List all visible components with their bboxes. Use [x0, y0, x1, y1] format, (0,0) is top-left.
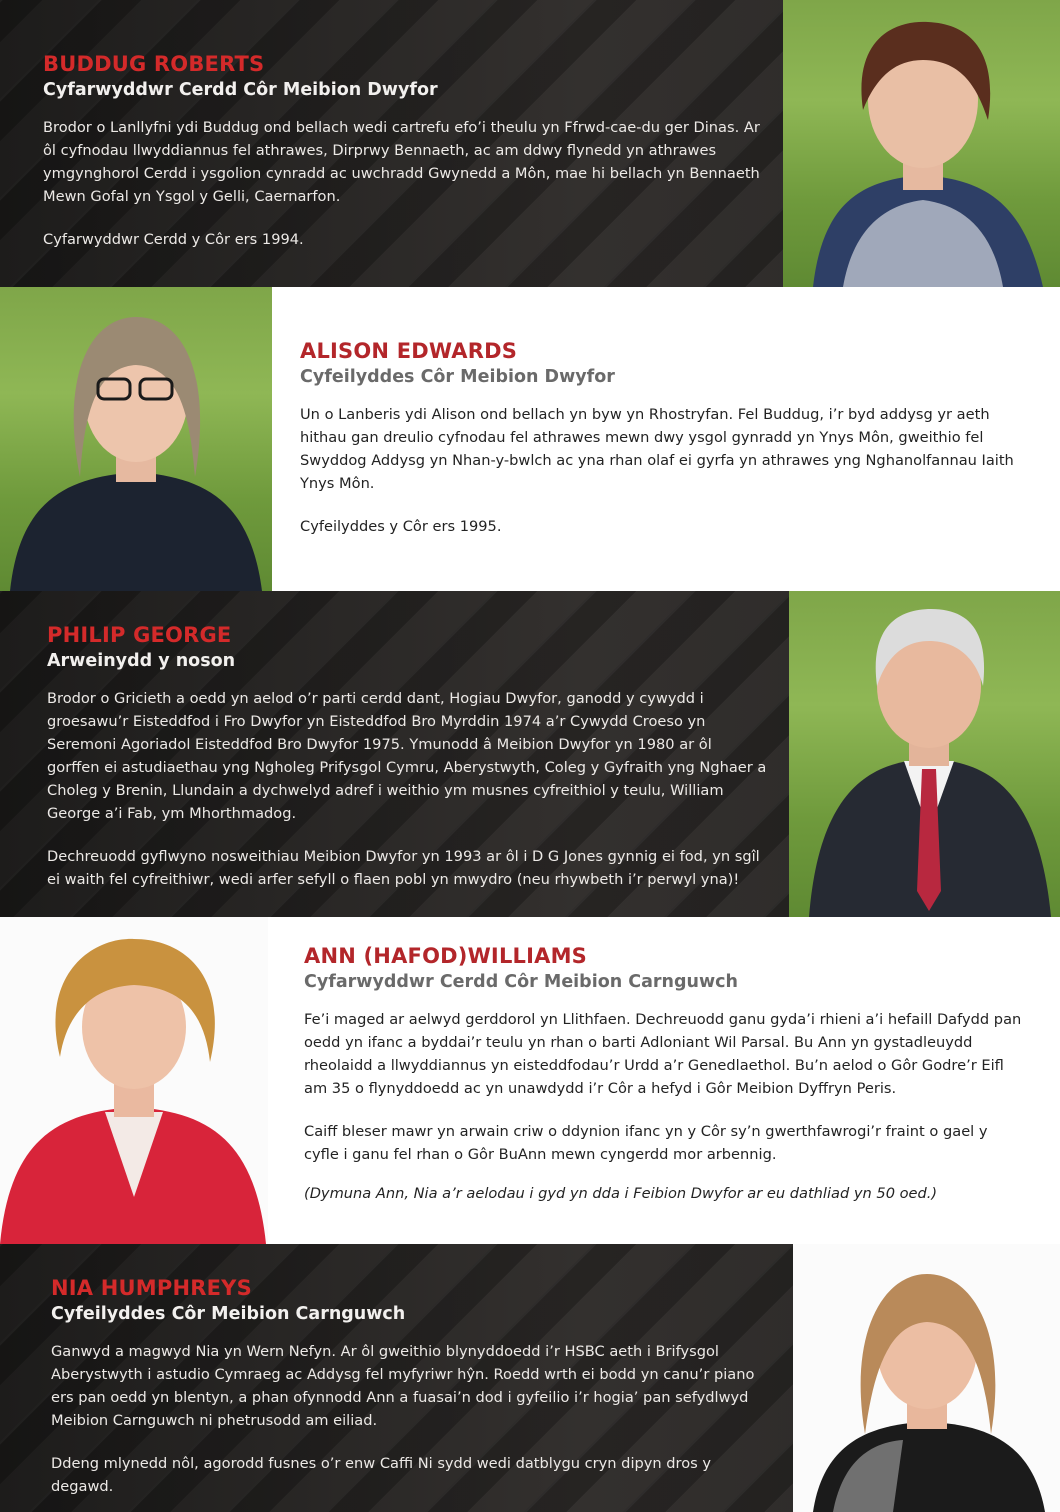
profile-bio: Ganwyd a magwyd Nia yn Wern Nefyn. Ar ôl gweithio blynyddoedd i’r HSBC aeth i Brifysgol Aberystwyth i astudio Cymraeg ac Addysg fel myfyriwr hŷn. Roedd wrth ei bodd yn canu’r piano ers pan oedd yn blentyn, a phan ofynnodd Ann a fuasai’n dod i gyfeilio i’r hogia’ pan sefydlwyd Meibion Carnguwch ni phetrusodd am eiliad.	[51, 1343, 755, 1429]
woman-portrait-icon	[793, 1244, 1060, 1512]
profile-text	[51, 1276, 771, 1498]
woman-portrait-icon	[0, 287, 272, 591]
profile-name: ANN (HAFOD)WILLIAMS	[304, 944, 587, 968]
profile-bio: Un o Lanberis ydi Alison ond bellach yn byw yn Rhostryfan. Fel Buddug, i’r byd addysg yr aeth hithau gan dreulio cyfnodau fel athrawes mewn dwy ysgol gynradd yn Ynys Môn, gweithio fel Swyddog Addysg yn Nhan-y-bwlch ac yna rhan olaf ei gyrfa yn athrawes yng Nghanolfannau Iaith Ynys Môn.	[300, 406, 1014, 492]
profile-note: Caiff bleser mawr yn arwain criw o ddynion ifanc yn y Côr sy’n gwerthfawrogi’r fraint o gael y cyfle i ganu fel rhan o Gôr BuAnn mewn cyngerdd mor arbennig.	[304, 1123, 988, 1163]
profile-text	[300, 339, 1030, 538]
profile-note: Dechreuodd gyflwyno nosweithiau Meibion Dwyfor yn 1993 ar ôl i D G Jones gynnig ei fod, yn sgîl ei waith fel cyfreithiwr, wedi arfer sefyll o flaen pobl yn mwydro (neu rhywbeth i’r perwyl yna)!	[47, 848, 760, 888]
profile-role: Cyfarwyddwr Cerdd Côr Meibion Carnguwch	[304, 972, 739, 992]
profile-alison-edwards	[0, 287, 1060, 591]
profile-bio: Brodor o Gricieth a oedd yn aelod o’r parti cerdd dant, Hogiau Dwyfor, ganodd y cywydd i groesawu’r Eisteddfod i Fro Dwyfor yn Eisteddfod Bro Myrddin 1974 a’r Cywydd Croeso yn Seremoni Agoriadol Eisteddfod Bro Dwyfor 1975. Ymunodd â Meibion Dwyfor yn 1980 ar ôl gorffen ei astudiaethau yng Ngholeg Prifysgol Cymru, Aberystwyth, Coleg y Gyfraith yng Nghaer a Choleg y Brenin, Llundain a dychwelyd adref i weithio ym musnes cyfreithiol y teulu, William George a’i Fab, ym Mhorthmadog.	[47, 690, 767, 822]
profile-buddug-roberts	[0, 0, 1060, 287]
profile-since: Cyfeilyddes y Côr ers 1995.	[300, 518, 502, 535]
profile-since: Cyfarwyddwr Cerdd y Côr ers 1994.	[43, 231, 304, 248]
profile-role: Cyfeilyddes Côr Meibion Carnguwch	[51, 1304, 406, 1324]
profile-wish: (Dymuna Ann, Nia a’r aelodau i gyd yn dda i Feibion Dwyfor ar eu dathliad yn 50 oed.)	[304, 1185, 938, 1202]
profile-bio: Fe’i maged ar aelwyd gerddorol yn Llithfaen. Dechreuodd ganu gyda’i rhieni a’i hefaill Dafydd pan oedd yn ifanc a byddai’r teulu yn rhan o barti Adloniant Wil Parsal. Bu Ann yn gystadleuydd rheolaidd a llwyddiannus yn eisteddfodau’r Urdd a’r Genedlaethol. Bu’n aelod o Gôr Godre’r Eifl am 35 o flynyddoedd ac yn unawdydd i’r Côr a hefyd i Gôr Meibion Dyffryn Peris.	[304, 1011, 1022, 1097]
portrait-photo	[783, 0, 1060, 287]
profile-note: Ddeng mlynedd nôl, agorodd fusnes o’r enw Caffi Ni sydd wedi datblygu cryn dipyn dros y degawd.	[51, 1455, 712, 1495]
profile-philip-george	[0, 591, 1060, 917]
profile-name: PHILIP GEORGE	[47, 623, 232, 647]
profile-role: Cyfarwyddwr Cerdd Côr Meibion Dwyfor	[43, 80, 438, 100]
profile-name: NIA HUMPHREYS	[51, 1276, 252, 1300]
portrait-photo	[0, 287, 272, 591]
portrait-photo	[789, 591, 1060, 917]
profile-nia-humphreys	[0, 1244, 1060, 1512]
woman-portrait-icon	[0, 917, 268, 1244]
profile-name: BUDDUG ROBERTS	[43, 52, 265, 76]
portrait-photo	[793, 1244, 1060, 1512]
profile-text	[304, 944, 1024, 1205]
profile-bio: Brodor o Lanllyfni ydi Buddug ond bellach wedi cartrefu efo’i theulu yn Ffrwd-cae-du ger Dinas. Ar ôl cyfnodau llwyddiannus fel athrawes, Dirprwy Bennaeth, ac am ddwy flynedd yn athrawes ymgynghorol Cerdd i ysgolion cynradd ac uwchradd Gwynedd a Môn, mae hi bellach yn Bennaeth Mewn Gofal yn Ysgol y Gelli, Caernarfon.	[43, 119, 760, 205]
profile-role: Arweinydd y noson	[47, 651, 236, 671]
woman-portrait-icon	[783, 0, 1060, 287]
portrait-photo	[0, 917, 268, 1244]
profile-name: ALISON EDWARDS	[300, 339, 518, 363]
profile-text	[43, 52, 768, 251]
profile-ann-williams	[0, 917, 1060, 1244]
profile-text	[47, 623, 767, 891]
profile-role: Cyfeilyddes Côr Meibion Dwyfor	[300, 367, 615, 387]
man-portrait-icon	[789, 591, 1060, 917]
